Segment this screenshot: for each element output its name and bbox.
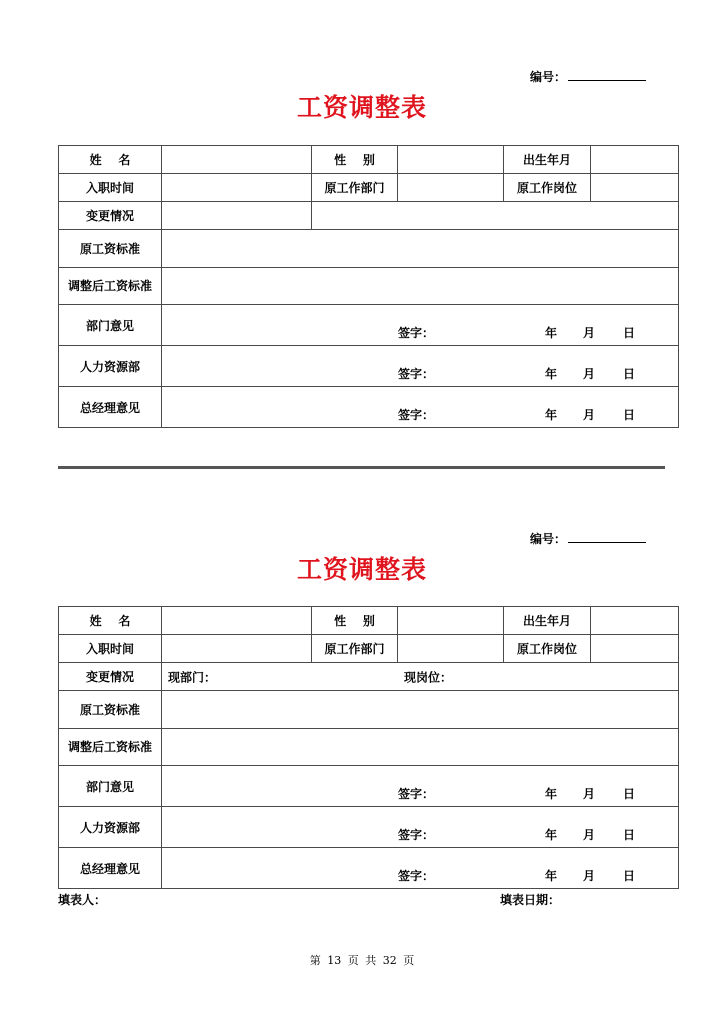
- gender-label: 性 别: [312, 146, 398, 174]
- approval-sign-area[interactable]: [162, 305, 679, 346]
- change-status-field-a[interactable]: [162, 202, 312, 230]
- serial-number: [530, 530, 646, 547]
- name-field[interactable]: [162, 607, 312, 635]
- gender-field[interactable]: [398, 607, 504, 635]
- filler-label: 填表人：: [58, 893, 107, 907]
- gender-field[interactable]: [398, 146, 504, 174]
- approval-label: 人力资源部: [59, 346, 162, 387]
- page-title: 工资调整表: [296, 555, 427, 584]
- date-labels: 年 月 日: [545, 869, 636, 883]
- original-position-label: 原工作岗位: [504, 635, 591, 663]
- original-salary-label: 原工资标准: [59, 691, 162, 729]
- original-salary-field[interactable]: [162, 230, 679, 268]
- salary-adjustment-table: [58, 145, 679, 428]
- approval-label: 总经理意见: [59, 387, 162, 428]
- adjusted-salary-field[interactable]: [162, 268, 679, 305]
- original-position-field[interactable]: [591, 635, 679, 663]
- signature-label: 签字：: [398, 787, 435, 801]
- serial-number-label: 编号：: [530, 532, 567, 546]
- gender-label: 性 别: [312, 607, 398, 635]
- change-status-label: 变更情况: [59, 663, 162, 691]
- page-number: 第 13 页 共 32 页: [309, 954, 415, 967]
- signature-label: 签字：: [398, 869, 435, 883]
- original-salary-field[interactable]: [162, 691, 679, 729]
- hire-date-field[interactable]: [162, 174, 312, 202]
- adjusted-salary-label: 调整后工资标准: [59, 268, 162, 305]
- page-title: 工资调整表: [296, 93, 427, 122]
- serial-number-field[interactable]: [568, 532, 646, 543]
- serial-number: [530, 68, 646, 85]
- adjusted-salary-label: 调整后工资标准: [59, 729, 162, 766]
- signature-label: 签字：: [398, 367, 435, 381]
- original-department-field[interactable]: [398, 635, 504, 663]
- name-label: 姓 名: [59, 607, 162, 635]
- name-label: 姓 名: [59, 146, 162, 174]
- approval-sign-area[interactable]: [162, 807, 679, 848]
- approval-sign-area[interactable]: [162, 387, 679, 428]
- approval-label: 总经理意见: [59, 848, 162, 889]
- original-position-field[interactable]: [591, 174, 679, 202]
- change-status-field-b[interactable]: [312, 202, 679, 230]
- approval-label: 部门意见: [59, 305, 162, 346]
- signature-label: 签字：: [398, 326, 435, 340]
- current-department-label: 现部门：: [168, 670, 217, 684]
- date-labels: 年 月 日: [545, 408, 636, 422]
- original-position-label: 原工作岗位: [504, 174, 591, 202]
- hire-date-field[interactable]: [162, 635, 312, 663]
- signature-label: 签字：: [398, 828, 435, 842]
- hire-date-label: 入职时间: [59, 635, 162, 663]
- current-position-label: 现岗位：: [404, 670, 453, 684]
- approval-label: 人力资源部: [59, 807, 162, 848]
- original-department-label: 原工作部门: [312, 635, 398, 663]
- birth-date-field[interactable]: [591, 607, 679, 635]
- change-status-field[interactable]: [162, 663, 679, 691]
- original-department-label: 原工作部门: [312, 174, 398, 202]
- serial-number-field[interactable]: [568, 70, 646, 81]
- change-status-label: 变更情况: [59, 202, 162, 230]
- birth-date-field[interactable]: [591, 146, 679, 174]
- signature-label: 签字：: [398, 408, 435, 422]
- date-labels: 年 月 日: [545, 828, 636, 842]
- name-field[interactable]: [162, 146, 312, 174]
- birth-date-label: 出生年月: [504, 607, 591, 635]
- hire-date-label: 入职时间: [59, 174, 162, 202]
- approval-sign-area[interactable]: [162, 346, 679, 387]
- serial-number-label: 编号：: [530, 70, 567, 84]
- approval-label: 部门意见: [59, 766, 162, 807]
- date-labels: 年 月 日: [545, 367, 636, 381]
- birth-date-label: 出生年月: [504, 146, 591, 174]
- fill-date-label: 填表日期：: [500, 893, 561, 907]
- original-department-field[interactable]: [398, 174, 504, 202]
- section-divider: [58, 466, 665, 469]
- date-labels: 年 月 日: [545, 787, 636, 801]
- original-salary-label: 原工资标准: [59, 230, 162, 268]
- approval-sign-area[interactable]: [162, 848, 679, 889]
- approval-sign-area[interactable]: [162, 766, 679, 807]
- salary-adjustment-table: [58, 606, 679, 889]
- date-labels: 年 月 日: [545, 326, 636, 340]
- adjusted-salary-field[interactable]: [162, 729, 679, 766]
